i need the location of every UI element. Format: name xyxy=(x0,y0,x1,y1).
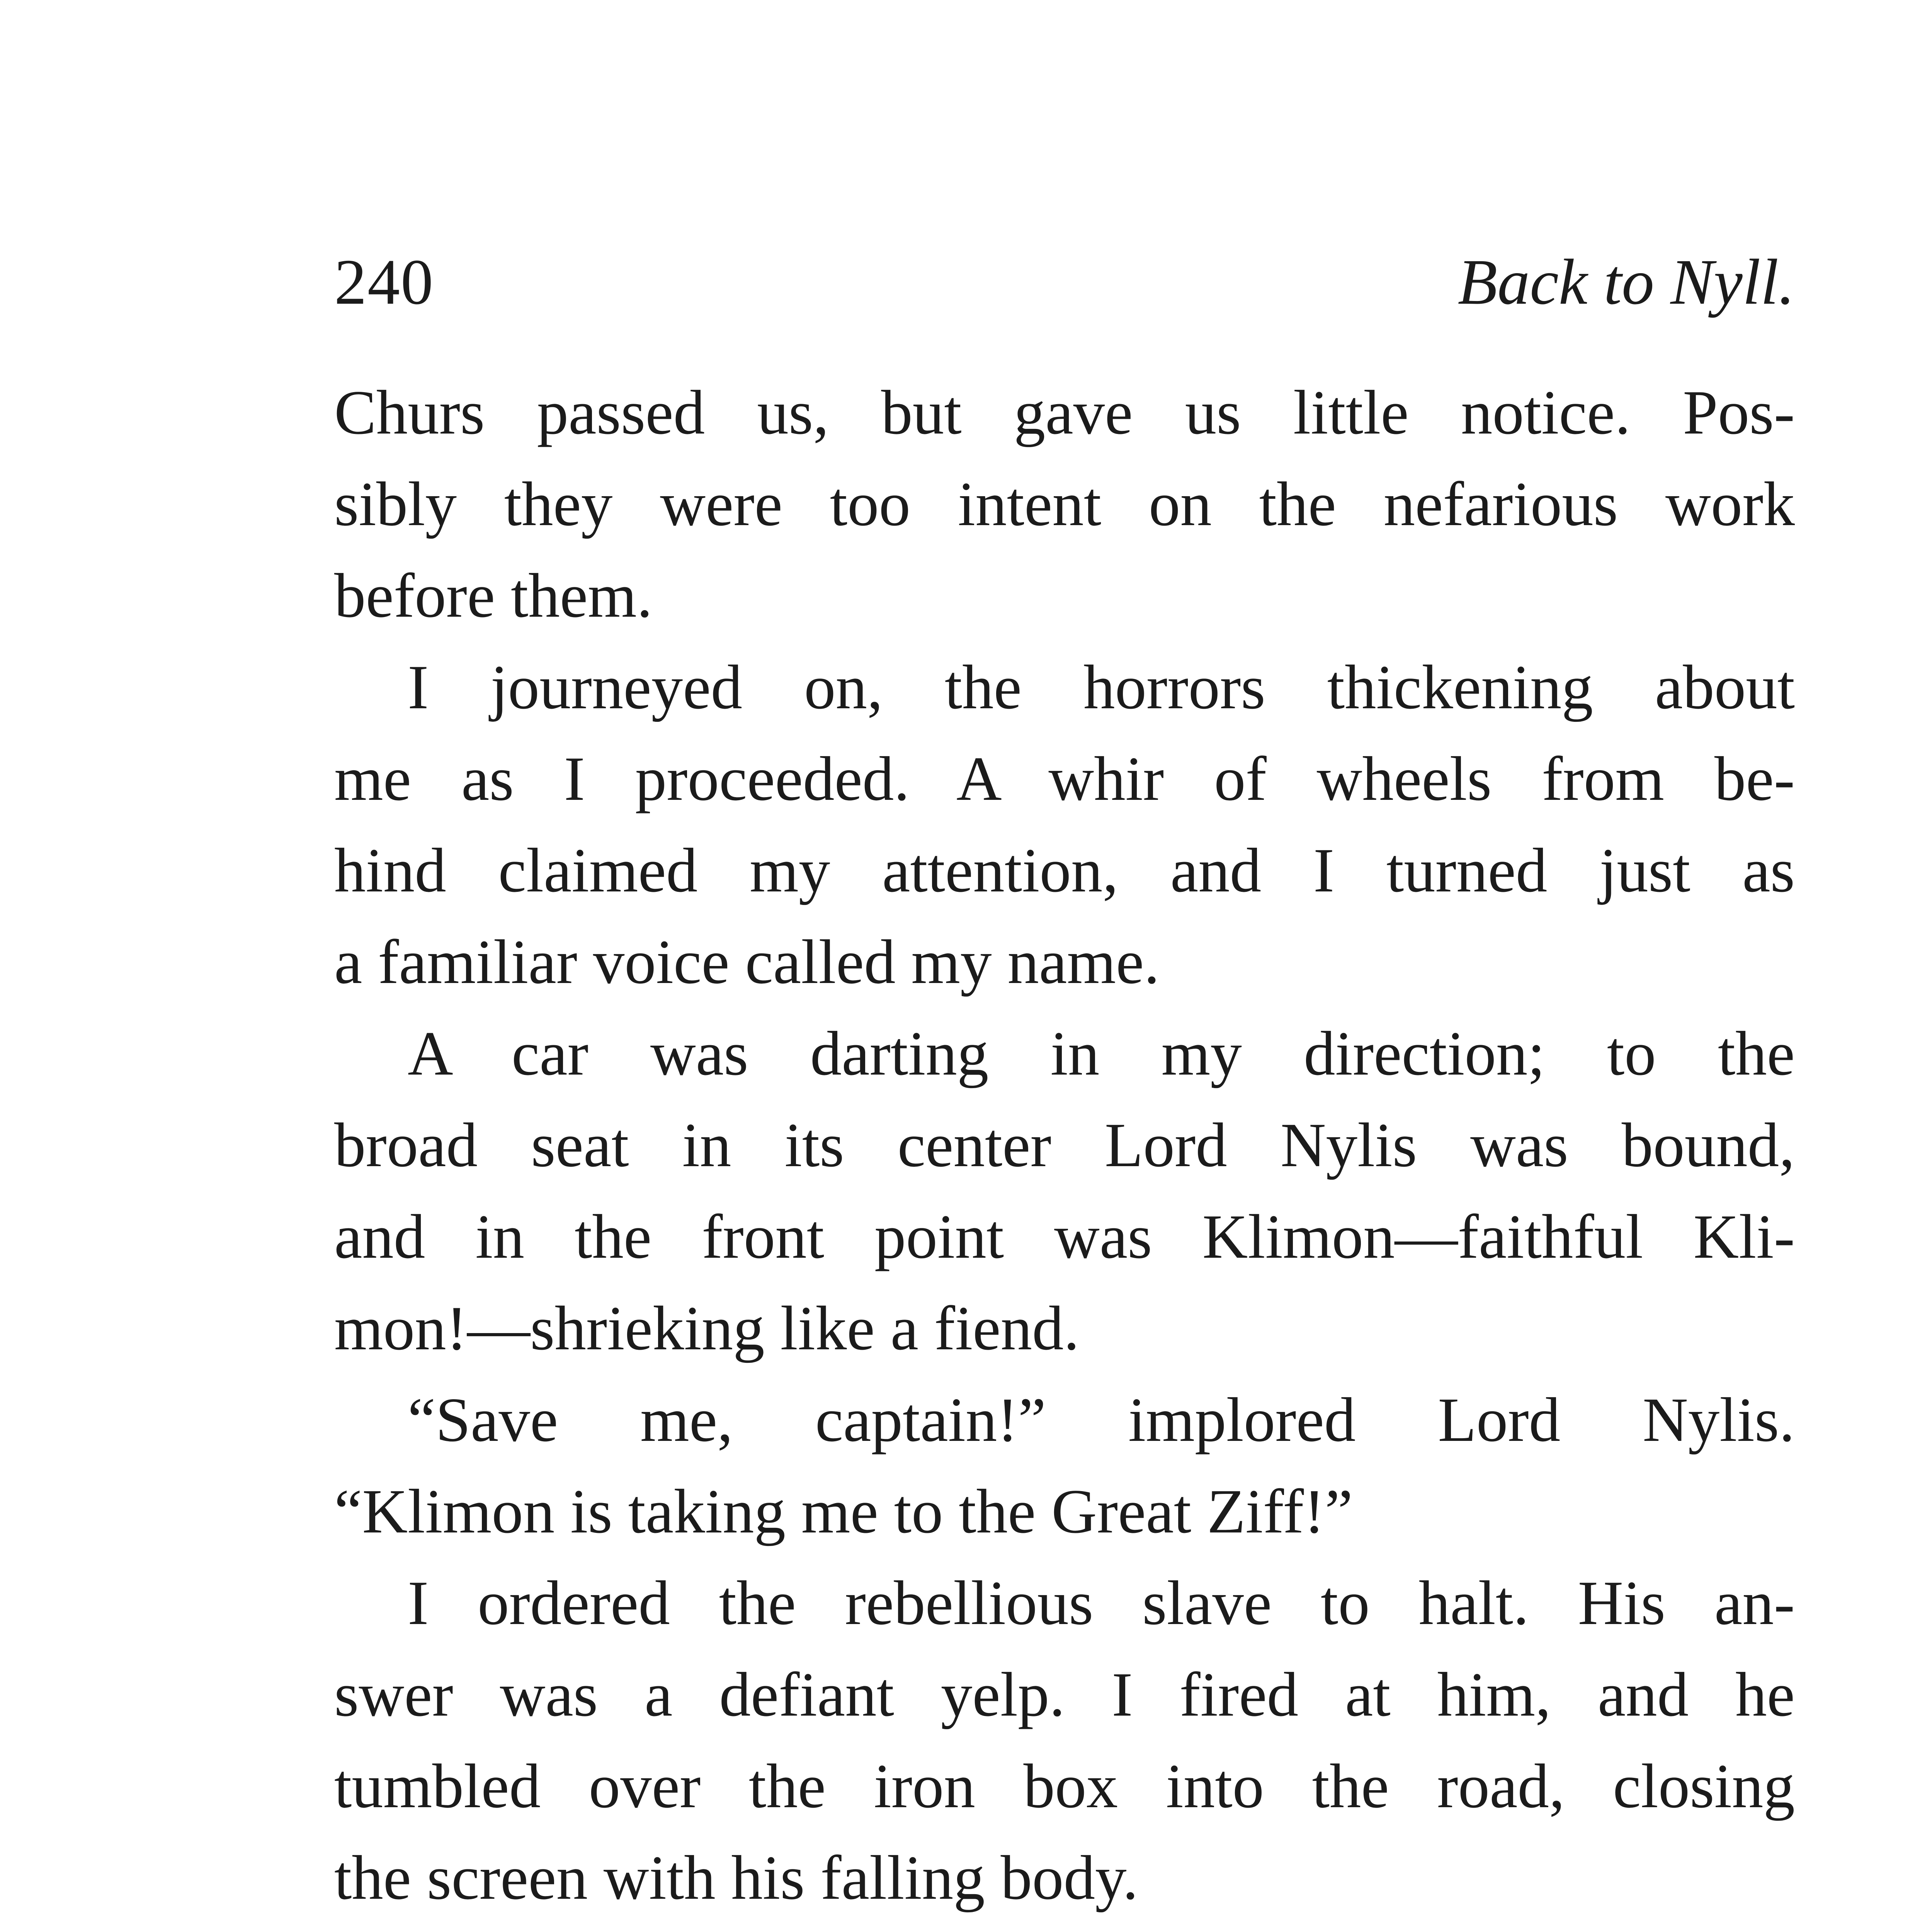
text-line: swer was a defiant yelp. I fired at him, and he xyxy=(334,1660,1795,1730)
text-line: the screen with his falling body. xyxy=(334,1843,1138,1913)
running-head: Back to Nyll. xyxy=(1458,246,1795,318)
text-line: I journeyed on, the horrors thickening about xyxy=(408,653,1795,722)
page-number: 240 xyxy=(334,246,434,318)
text-line xyxy=(334,1924,1795,1932)
text-line: “Save me, captain!” implored Lord Nylis. xyxy=(408,1385,1795,1455)
page-header xyxy=(334,240,1795,325)
text-line: sibly they were too intent on the nefarious work xyxy=(334,469,1795,539)
paragraph xyxy=(334,642,1795,1008)
text-line: a familiar voice called my name. xyxy=(334,927,1160,997)
paragraph xyxy=(334,1374,1795,1558)
text-line: before them. xyxy=(334,561,653,631)
paragraph xyxy=(334,1008,1795,1374)
text-line: broad seat in its center Lord Nylis was bound, xyxy=(334,1111,1795,1180)
text-line: me as I proceeded. A whir of wheels from be- xyxy=(334,744,1795,814)
text-line: I ordered the rebellious slave to halt. His an- xyxy=(408,1568,1795,1638)
text-line: mon!—shrieking like a fiend. xyxy=(334,1294,1080,1363)
text-line: “Klimon is taking me to the Great Ziff!” xyxy=(334,1477,1353,1546)
paragraph xyxy=(334,367,1795,642)
text-line: tumbled over the iron box into the road, closing xyxy=(334,1752,1795,1821)
body-text xyxy=(334,367,1795,1932)
text-line: and in the front point was Klimon—faithful Kli- xyxy=(334,1202,1795,1272)
paragraph xyxy=(334,1924,1795,1932)
text-line: hind claimed my attention, and I turned just as xyxy=(334,836,1795,905)
text-line: Churs passed us, but gave us little notice. Pos- xyxy=(334,378,1795,447)
text-line: A car was darting in my direction; to the xyxy=(408,1019,1795,1088)
paragraph xyxy=(334,1558,1795,1924)
